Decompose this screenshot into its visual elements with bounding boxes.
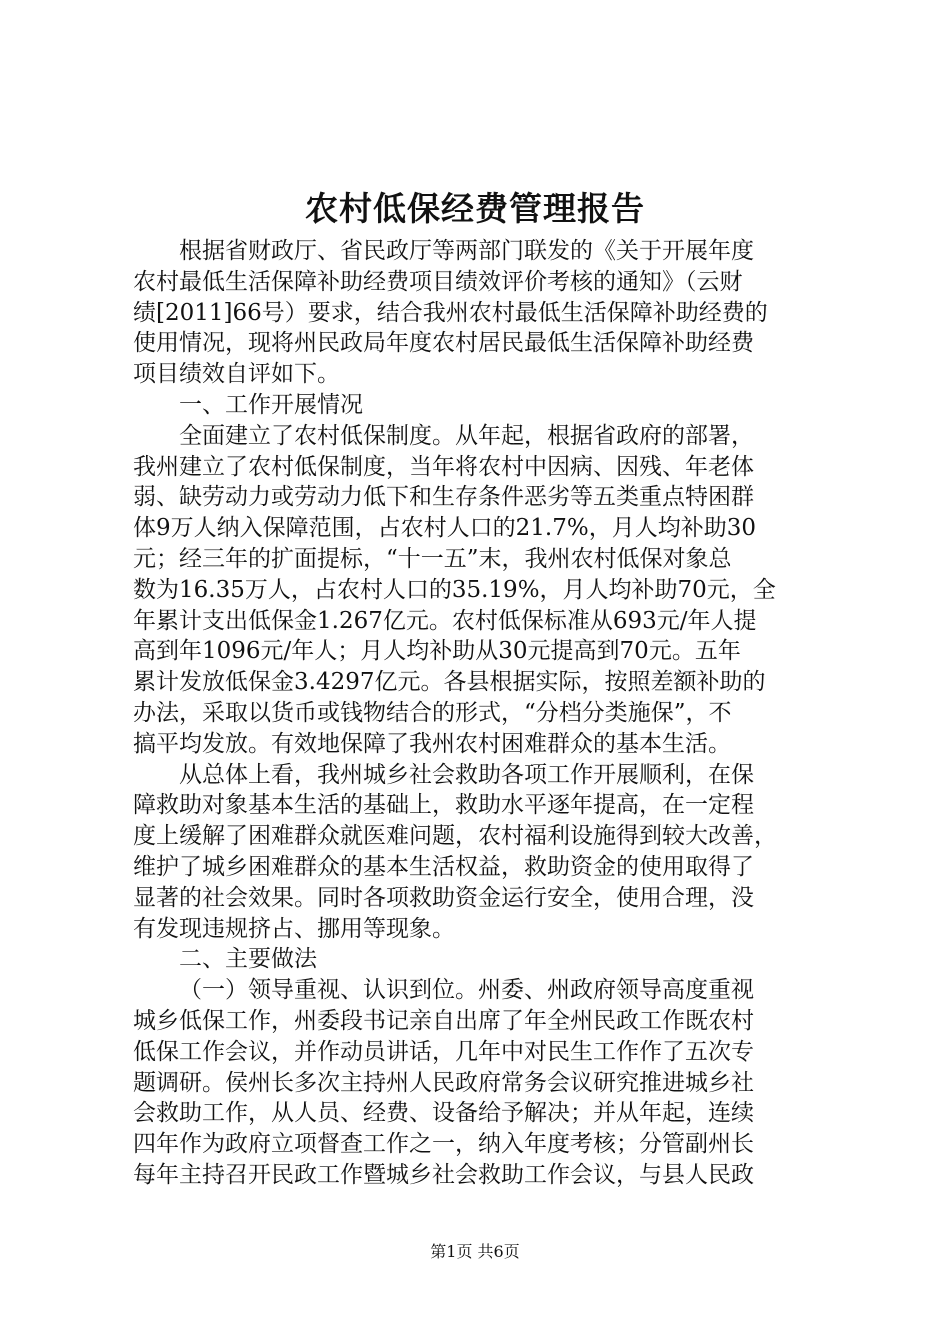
text-line: 高到年1096元/年人；月人均补助从30元提高到70元。五年 [133,638,741,665]
text-line: 每年主持召开民政工作暨城乡社会救助工作会议，与县人民政 [133,1161,754,1188]
text-line: 数为16.35万人，占农村人口的35.19%，月人均补助70元，全 [133,576,776,603]
page-footer: 第1页 共6页 [430,1242,520,1261]
text-line: 低保工作会议，并作动员讲话，几年中对民生工作作了五次专 [133,1038,754,1065]
text-line: 题调研。侯州长多次主持州人民政府常务会议研究推进城乡社 [133,1069,754,1096]
section-heading: 一、工作开展情况 [179,391,363,418]
text-line: 弱、缺劳动力或劳动力低下和生存条件恶劣等五类重点特困群 [133,484,754,511]
text-line: 项目绩效自评如下。 [133,361,340,388]
text-line: 有发现违规挤占、挪用等现象。 [133,915,455,942]
text-line: 体9万人纳入保障范围，占农村人口的21.7%，月人均补助30 [133,515,756,542]
text-line: 度上缓解了困难群众就医难问题，农村福利设施得到较大改善， [133,823,777,850]
text-line: 绩[2011]66号）要求，结合我州农村最低生活保障补助经费的 [133,299,768,326]
text-line: 农村最低生活保障补助经费项目绩效评价考核的通知》（云财 [133,268,743,295]
text-line: 累计发放低保金3.4297亿元。各县根据实际，按照差额补助的 [133,669,766,696]
section-heading: 二、主要做法 [179,946,317,973]
text-line: 会救助工作，从人员、经费、设备给予解决；并从年起，连续 [133,1100,754,1127]
text-line: 维护了城乡困难群众的基本生活权益，救助资金的使用取得了 [133,853,754,880]
text-line: 办法，采取以货币或钱物结合的形式，“分档分类施保”，不 [133,699,732,726]
text-line: 使用情况，现将州民政局年度农村居民最低生活保障补助经费 [133,330,754,357]
text-line: 显著的社会效果。同时各项救助资金运行安全，使用合理，没 [133,884,754,911]
text-line: 四年作为政府立项督查工作之一，纳入年度考核；分管副州长 [133,1131,754,1158]
text-line: 搞平均发放。有效地保障了我州农村困难群众的基本生活。 [133,730,731,757]
document-title: 农村低保经费管理报告 [305,189,645,228]
text-line: （一）领导重视、认识到位。州委、州政府领导高度重视 [179,977,754,1004]
document-body [133,236,833,1191]
text-line: 根据省财政厅、省民政厅等两部门联发的《关于开展年度 [179,238,754,264]
text-line: 全面建立了农村低保制度。从年起，根据省政府的部署， [179,422,754,449]
text-line: 我州建立了农村低保制度，当年将农村中因病、因残、年老体 [133,453,754,480]
text-line: 元；经三年的扩面提标，“十一五”末，我州农村低保对象总 [133,545,732,572]
text-line: 障救助对象基本生活的基础上，救助水平逐年提高，在一定程 [133,792,754,819]
text-line: 从总体上看，我州城乡社会救助各项工作开展顺利，在保 [179,761,754,788]
text-line: 城乡低保工作，州委段书记亲自出席了年全州民政工作既农村 [133,1007,754,1034]
text-line: 年累计支出低保金1.267亿元。农村低保标准从693元/年人提 [133,607,757,634]
